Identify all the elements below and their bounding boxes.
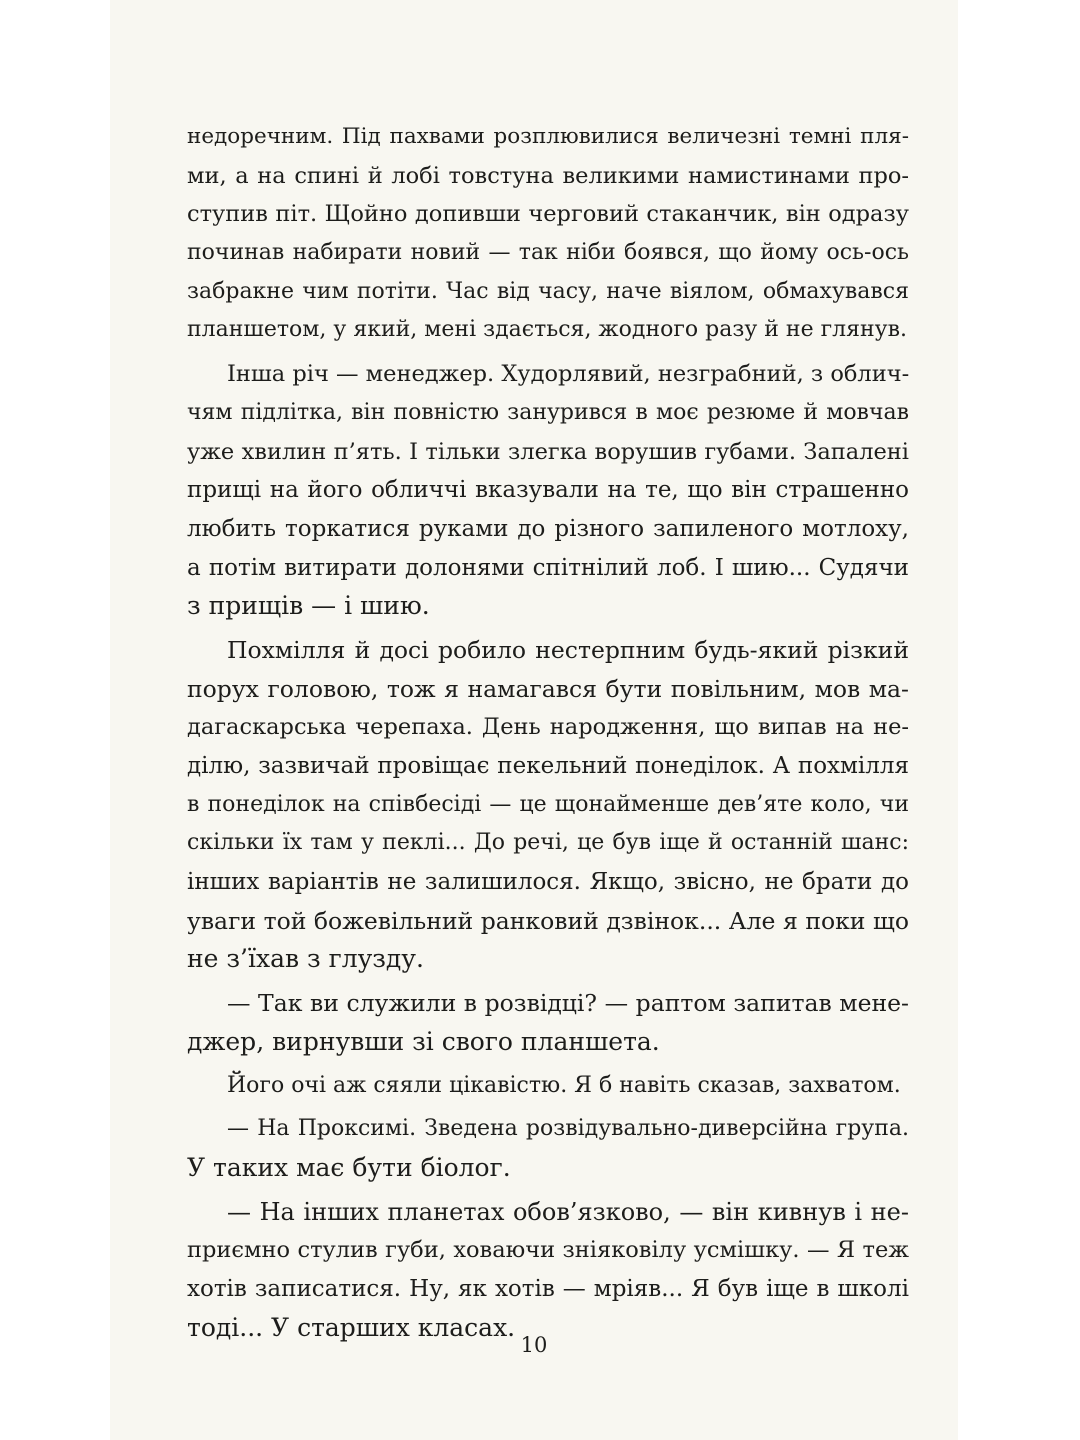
text-line: — На Проксимі. Зведена розвідувально-диверсійна група.: [227, 1116, 909, 1142]
text-line: уже хвилин п’ять. І тільки злегка ворушив губами. Запалені: [187, 438, 909, 465]
text-line: Похмілля й досі робило нестерпним будь-який різкий: [227, 635, 909, 664]
text-line: ділю, зазвичай провіщає пекельний понеділок. А похмілля: [187, 753, 909, 779]
paragraph-4: [187, 984, 909, 1061]
text-line: уваги той божевільний ранковий дзвінок... Але я поки що: [187, 906, 909, 935]
text-line: планшетом, у який, мені здається, жодного разу й не глянув.: [187, 317, 907, 343]
text-line: інших варіантів не залишилося. Якщо, звісно, не брати до: [187, 869, 909, 896]
text-line: джер, вирнувши зі свого планшета.: [187, 1026, 660, 1056]
text-line: хотів записатися. Ну, як хотів — мріяв... Я був іще в школі: [187, 1275, 909, 1302]
text-line: порух головою, тож я намагався бути повільним, мов ма-: [187, 674, 909, 703]
text-line: прищі на його обличчі вказували на те, що він страшенно: [187, 477, 909, 504]
text-line: — На інших планетах обов’язково, — він кивнув і не-: [227, 1197, 909, 1226]
text-line: ми, а на спині й лобі товстуна великими намистинами про-: [187, 162, 909, 189]
text-line: скільки їх там у пеклі... До речі, це був іще й останній шанс:: [187, 830, 909, 856]
text-line: в понеділок на співбесіді — це щонайменше дев’яте коло, чи: [187, 791, 909, 817]
text-line: тоді... У старших класах.: [187, 1312, 516, 1342]
text-line: не з’їхав з глузду.: [187, 944, 424, 974]
paragraph-6: [187, 1110, 909, 1187]
body-text: [187, 118, 909, 1347]
book-page: [110, 0, 958, 1440]
paragraph-1: [187, 118, 909, 350]
text-line: любить торкатися руками до різного запиленого мотлоху,: [187, 515, 909, 542]
text-line: з прищів — і шию.: [187, 591, 430, 621]
text-line: — Так ви служили в розвідці? — раптом запитав мене-: [227, 989, 909, 1018]
page-number: 10: [520, 1333, 548, 1357]
text-line: Його очі аж сяяли цікавістю. Я б навіть сказав, захватом.: [227, 1072, 901, 1098]
text-line: приємно стулив губи, ховаючи зніяковілу усмішку. — Я теж: [187, 1237, 909, 1264]
text-line: недоречним. Під пахвами розплювилися величезні темні пля-: [187, 124, 909, 149]
paragraph-7: [187, 1193, 909, 1348]
text-line: забракне чим потіти. Час від часу, наче віялом, обмахувався: [187, 278, 909, 304]
text-line: Інша річ — менеджер. Худорлявий, незграбний, з облич-: [227, 361, 910, 388]
paragraph-5: [187, 1067, 909, 1106]
paragraph-2: [187, 355, 909, 626]
text-line: У таких має бути біолог.: [187, 1152, 511, 1182]
text-line: починав набирати новий — так ніби боявся, що йому ось-ось: [187, 240, 909, 266]
text-line: чям підлітка, він повністю занурився в моє резюме й мовчав: [187, 399, 909, 425]
paragraph-3: [187, 631, 909, 979]
text-line: а потім витирати долонями спітнілий лоб. І шию... Судячи: [187, 554, 909, 581]
text-line: ступив піт. Щойно допивши черговий стаканчик, він одразу: [187, 201, 909, 228]
text-line: дагаскарська черепаха. День народження, що випав на не-: [187, 714, 909, 741]
